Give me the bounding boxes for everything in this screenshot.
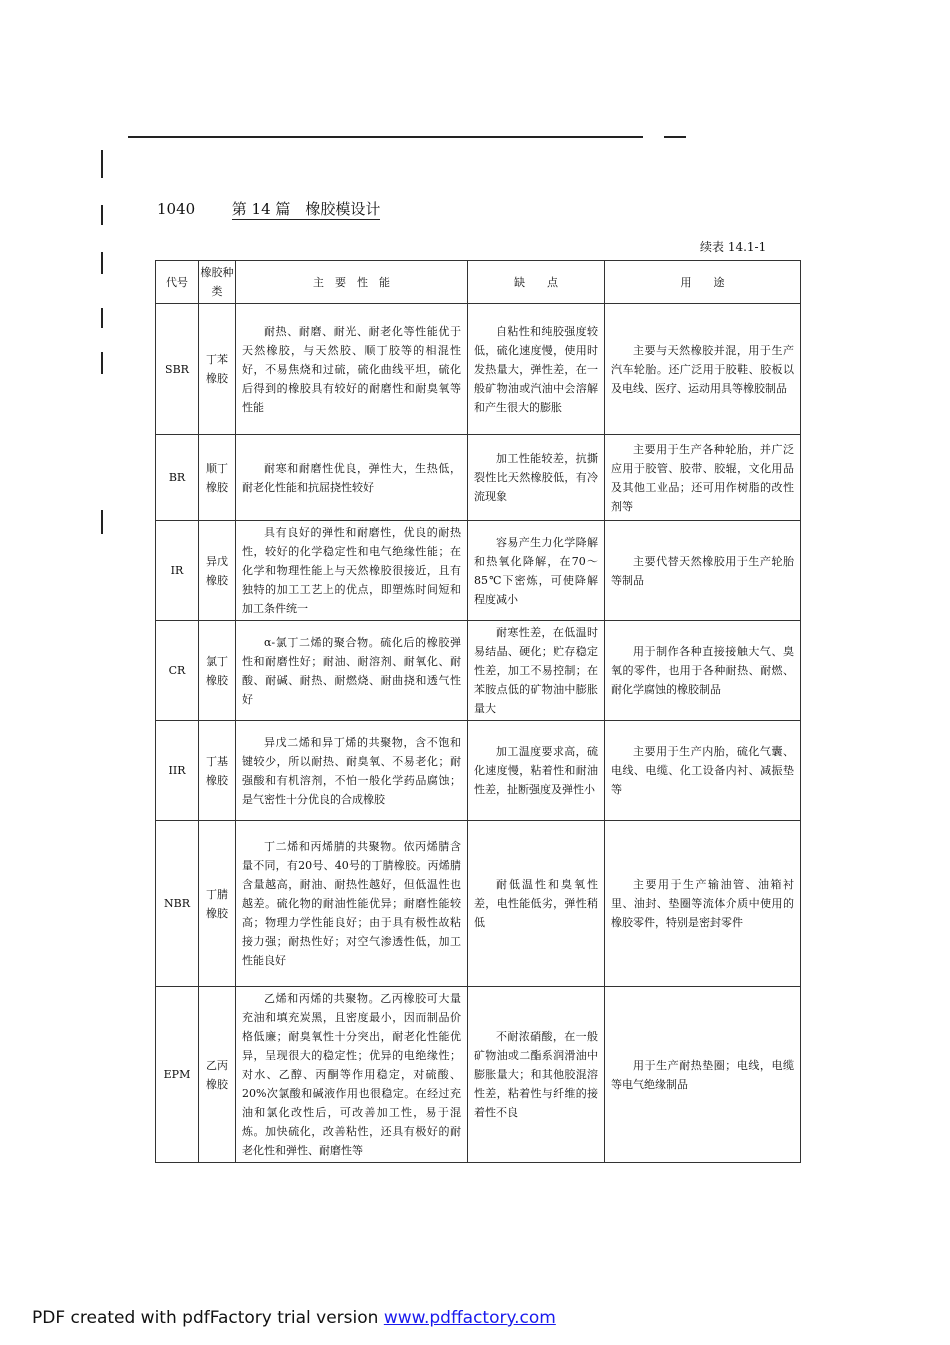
row-properties — [236, 304, 468, 435]
row-properties-text: 具有良好的弹性和耐磨性，优良的耐热性，较好的化学稳定性和电气绝缘性能；在化学和物理性能上与天然橡胶很接近，且有独特的加工工艺上的优点，即塑炼时间短和加工条件统一 — [242, 526, 461, 615]
row-code: SBR — [156, 304, 199, 435]
row-properties — [236, 621, 468, 721]
row-properties-text: α-氯丁二烯的聚合物。硫化后的橡胶弹性和耐磨性好；耐油、耐溶剂、耐氧化、耐酸、耐碱、耐热、耐燃烧、耐曲挠和透气性好 — [242, 635, 461, 706]
table-row — [156, 521, 801, 621]
row-uses — [605, 987, 801, 1163]
row-defects — [468, 821, 605, 987]
row-code: BR — [156, 435, 199, 521]
row-rubber-type: 丁苯橡胶 — [199, 304, 236, 435]
row-uses — [605, 621, 801, 721]
row-rubber-type: 顺丁橡胶 — [199, 435, 236, 521]
row-uses-text: 主要用于生产输油管、油箱衬里、油封、垫圈等流体介质中使用的橡胶零件，特别是密封零件 — [611, 878, 794, 929]
margin-mark — [101, 352, 103, 374]
row-rubber-type: 乙丙橡胶 — [199, 987, 236, 1163]
row-defects — [468, 621, 605, 721]
row-rubber-type: 氯丁橡胶 — [199, 621, 236, 721]
column-header-code: 代号 — [156, 261, 199, 304]
column-header-type: 橡胶种类 — [199, 261, 236, 304]
table-header-row — [156, 261, 801, 304]
row-defects — [468, 987, 605, 1163]
footer-text: PDF created with pdfFactory trial version — [32, 1308, 384, 1328]
row-defects — [468, 721, 605, 821]
rubber-properties-table — [155, 260, 801, 1163]
column-header-defects: 缺 点 — [468, 261, 605, 304]
row-defects-text: 加工性能较差，抗撕裂性比天然橡胶低，有冷流现象 — [474, 452, 598, 503]
table-row — [156, 435, 801, 521]
row-uses-text: 主要用于生产各种轮胎，并广泛应用于胶管、胶带、胶辊，文化用品及其他工业品；还可用作树脂的改性剂等 — [611, 442, 794, 513]
margin-mark — [101, 205, 103, 225]
row-uses-text: 主要代替天然橡胶用于生产轮胎等制品 — [611, 554, 794, 587]
table-row — [156, 621, 801, 721]
row-properties — [236, 435, 468, 521]
row-uses — [605, 721, 801, 821]
row-properties-text: 乙烯和丙烯的共聚物。乙丙橡胶可大量充油和填充炭黑，且密度最小，因而制品价格低廉；耐臭氧性十分突出，耐老化性能优异，呈现很大的稳定性；优异的电绝缘性；对水、乙醇、丙酮等作用稳定，对硫酸、20%次氯酸和碱液作用也很稳定。在经过充油和氯化改性后，可改善加工性，易于混炼。加快硫化，改善粘性，还具有极好的耐老化性和弹性、耐磨性等 — [242, 992, 461, 1157]
continued-table-label: 续表 14.1-1 — [700, 240, 767, 254]
top-rule — [128, 136, 643, 138]
margin-mark — [101, 510, 103, 534]
row-uses — [605, 435, 801, 521]
row-defects-text: 自粘性和纯胶强度较低，硫化速度慢，使用时发热量大，弹性差，在一般矿物油或汽油中会溶解和产生很大的膨胀 — [474, 324, 598, 414]
row-uses-text: 用于制作各种直接接触大气、臭氧的零件，也用于各种耐热、耐燃、耐化学腐蚀的橡胶制品 — [611, 645, 794, 696]
row-code: NBR — [156, 821, 199, 987]
page-header — [157, 198, 380, 219]
row-properties — [236, 721, 468, 821]
row-rubber-type: 丁基橡胶 — [199, 721, 236, 821]
margin-mark — [101, 150, 103, 178]
row-defects — [468, 521, 605, 621]
row-properties — [236, 987, 468, 1163]
row-code: IR — [156, 521, 199, 621]
row-code: IIR — [156, 721, 199, 821]
row-defects-text: 耐寒性差，在低温时易结晶、硬化；贮存稳定性差，加工不易控制；在苯胺点低的矿物油中膨胀量大 — [474, 626, 598, 715]
footer-link[interactable]: www.pdffactory.com — [383, 1308, 556, 1328]
table-row — [156, 987, 801, 1163]
table-row — [156, 304, 801, 435]
row-properties — [236, 521, 468, 621]
row-defects — [468, 435, 605, 521]
row-uses-text: 主要与天然橡胶并混，用于生产汽车轮胎。还广泛用于胶鞋、胶板以及电线、医疗、运动用具等橡胶制品 — [611, 343, 794, 395]
column-header-uses: 用 途 — [605, 261, 801, 304]
column-header-properties: 主 要 性 能 — [236, 261, 468, 304]
row-uses — [605, 521, 801, 621]
margin-mark — [101, 252, 103, 274]
row-defects-text: 不耐浓硝酸，在一般矿物油或二酯系润滑油中膨胀量大；和其他胶混溶性差，粘着性与纤维的接着性不良 — [474, 1030, 598, 1119]
row-code: CR — [156, 621, 199, 721]
row-properties-text: 丁二烯和丙烯腈的共聚物。依丙烯腈含量不同，有20号、40号的丁腈橡胶。丙烯腈含量越高，耐油、耐热性越好，但低温性也越差。硫化物的耐油性能优异；耐磨性能较高；物理力学性能良好；由于具有极性故粘接力强；耐热性好；对空气渗透性低，加工性能良好 — [242, 840, 461, 967]
top-rule-short — [664, 136, 686, 138]
row-uses — [605, 304, 801, 435]
row-rubber-type: 丁腈橡胶 — [199, 821, 236, 987]
row-properties-text: 耐热、耐磨、耐光、耐老化等性能优于天然橡胶，与天然胶、顺丁胶等的相混性好，不易焦烧和过硫，硫化曲线平坦，硫化后得到的橡胶具有较好的耐磨性和耐臭氧等性能 — [242, 324, 461, 414]
row-uses-text: 主要用于生产内胎，硫化气囊、电线、电缆、化工设备内衬、减振垫等 — [611, 745, 794, 796]
chapter-title: 第 14 篇 橡胶模设计 — [231, 200, 381, 218]
row-defects-text: 耐低温性和臭氧性差，电性能低劣，弹性稍低 — [474, 878, 598, 929]
margin-mark — [101, 308, 103, 328]
table-row — [156, 821, 801, 987]
row-defects-text: 容易产生力化学降解和热氧化降解，在70～85℃下密炼，可使降解程度减小 — [474, 535, 598, 606]
row-rubber-type: 异戊橡胶 — [199, 521, 236, 621]
pdf-footer — [32, 1308, 556, 1328]
row-code: EPM — [156, 987, 199, 1163]
row-properties-text: 异戊二烯和异丁烯的共聚物，含不饱和键较少，所以耐热、耐臭氧、不易老化；耐强酸和有机溶剂，不怕一般化学药品腐蚀；是气密性十分优良的合成橡胶 — [242, 735, 461, 806]
row-properties — [236, 821, 468, 987]
row-uses-text: 用于生产耐热垫圈；电线，电缆等电气绝缘制品 — [611, 1058, 794, 1091]
row-properties-text: 耐寒和耐磨性优良，弹性大，生热低，耐老化性能和抗屈挠性较好 — [242, 461, 461, 494]
row-defects-text: 加工温度要求高，硫化速度慢，粘着性和耐油性差，扯断强度及弹性小 — [474, 745, 598, 796]
row-uses — [605, 821, 801, 987]
row-defects — [468, 304, 605, 435]
page-number: 1040 — [157, 200, 196, 218]
table-row — [156, 721, 801, 821]
